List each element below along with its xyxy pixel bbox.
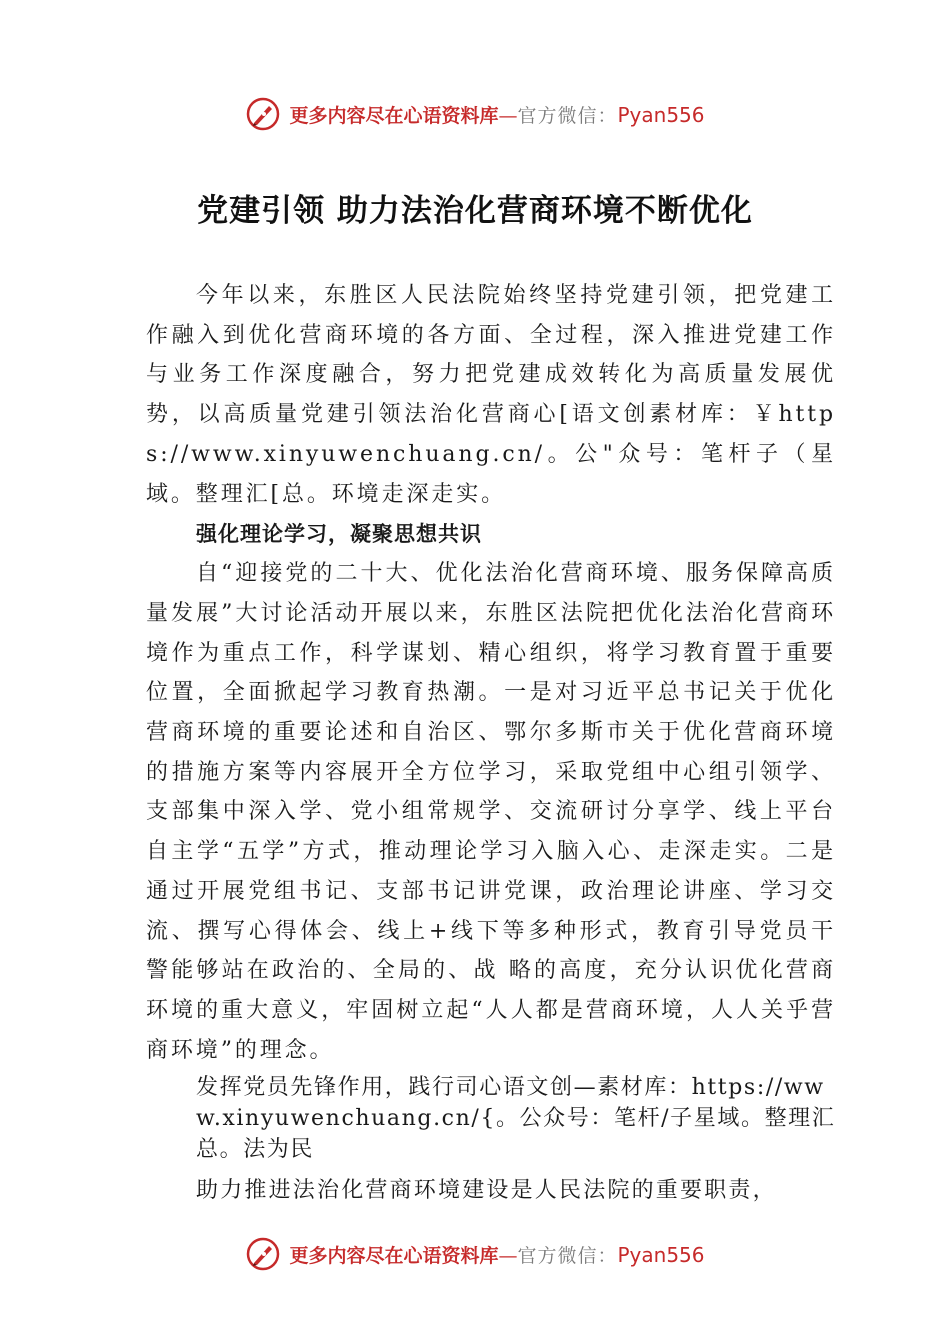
footer-watermark-banner bbox=[0, 1232, 950, 1276]
section-paragraph-theory: 自“迎接党的二十大、优化法治化营商环境、服务保障高质量发展”大讨论活动开展以来，东胜区法院把优化法治化营商环境作为重点工作，科学谋划、精心组织，将学习教育置于重要位置，全面掀起学习教育热潮。一是对习近平总书记关于优化营商环境的重要论述和自治区、鄂尔多斯市关于优化营商环境的措施方案等内容展开全方位学习，采取党组中心组引领学、支部集中深入学、党小组常规学、交流研讨分享学、线上平台自主学“五学”方式，推动理论学习入脑入心、走深走实。二是通过开展党组书记、支部书记讲党课，政治理论讲座、学习交流、撰写心得体会、线上+线下等多种形式，教育引导党员干警能够站在政治的、全局的、战 略的高度，充分认识优化营商环境的重大意义，牢固树立起“人人都是营商环境，人人关乎营商环境”的理念。 bbox=[146, 561, 836, 1063]
intro-paragraph: 今年以来，东胜区人民法院始终坚持党建引领，把党建工作融入到优化营商环境的各方面、全过程，深入推进党建工作与业务工作深度融合，努力把党建成效转化为高质量发展优势，以高质量党建引领法治化营商心[语文创素材库：￥https://www.xinyuwenchuang.cn/。公"众号：笔杆子（星域。整理汇[总。环境走深走实。 bbox=[146, 283, 836, 507]
banner-wechat-id: Pyan556 bbox=[617, 102, 705, 127]
banner-site-name: 更多内容尽在心语资料库 bbox=[289, 104, 499, 127]
header-watermark-banner bbox=[0, 92, 950, 136]
document-body bbox=[146, 276, 836, 1211]
banner-dash: — bbox=[498, 1244, 518, 1267]
banner-dash: — bbox=[498, 104, 518, 127]
banner-wechat-id: Pyan556 bbox=[617, 1242, 705, 1267]
section-heading-theory: 强化理论学习，凝聚思想共识 bbox=[196, 522, 482, 547]
pen-logo-icon bbox=[245, 96, 281, 132]
section-paragraph-pioneer: 助力推进法治化营商环境建设是人民法院的重要职责， bbox=[196, 1178, 777, 1204]
document-title: 党建引领 助力法治化营商环境不断优化 bbox=[197, 193, 753, 229]
section-heading-pioneer: 发挥党员先锋作用，践行司心语文创—素材库：https://www.xinyuwenchuang.cn/{。公众号：笔杆/子星域。整理汇总。法为民 bbox=[196, 1075, 836, 1163]
pen-logo-icon bbox=[245, 1236, 281, 1272]
banner-site-name: 更多内容尽在心语资料库 bbox=[289, 1244, 499, 1267]
banner-wechat-label: 官方微信： bbox=[517, 104, 618, 127]
banner-wechat-label: 官方微信： bbox=[517, 1244, 618, 1267]
